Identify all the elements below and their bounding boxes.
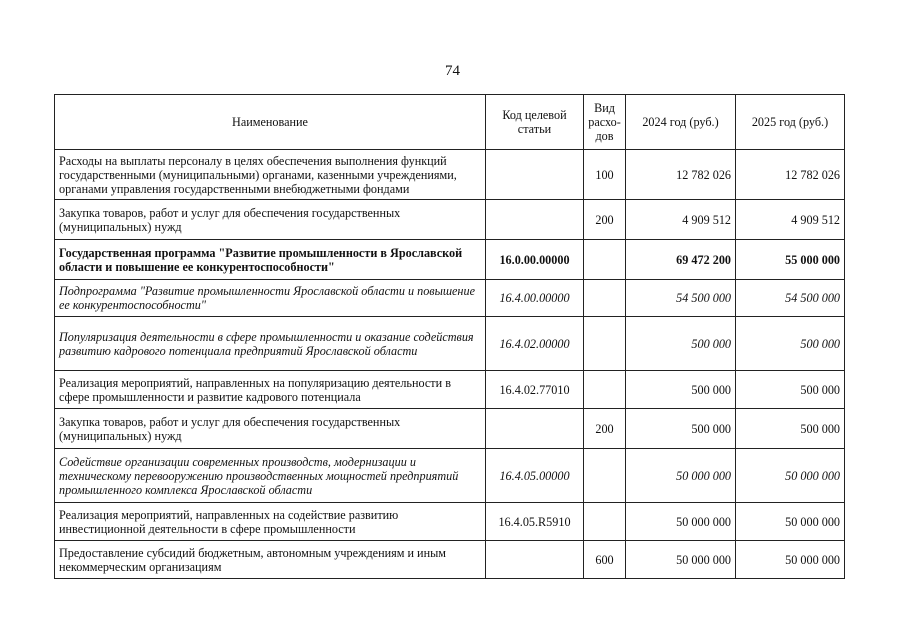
row-2024: 500 000 bbox=[626, 371, 736, 409]
page-number: 74 bbox=[445, 63, 460, 79]
row-name: Закупка товаров, работ и услуг для обеспечения государственных (муниципальных) нужд bbox=[55, 409, 486, 449]
row-type bbox=[584, 280, 626, 317]
row-2024: 4 909 512 bbox=[626, 200, 736, 240]
row-type: 600 bbox=[584, 541, 626, 579]
row-code bbox=[486, 409, 584, 449]
header-row bbox=[55, 95, 845, 150]
header-2025: 2025 год (руб.) bbox=[736, 95, 845, 150]
table-row bbox=[55, 317, 845, 371]
header-code: Код целевой статьи bbox=[486, 95, 584, 150]
row-code: 16.4.02.00000 bbox=[486, 317, 584, 371]
row-name: Реализация мероприятий, направленных на популяризацию деятельности в сфере промышленности и развитие кадрового потенциала bbox=[55, 371, 486, 409]
table-row bbox=[55, 503, 845, 541]
row-2025: 55 000 000 bbox=[736, 240, 845, 280]
header-type: Вид расхо-дов bbox=[584, 95, 626, 150]
row-type bbox=[584, 503, 626, 541]
table-row bbox=[55, 541, 845, 579]
row-name: Подпрограмма "Развитие промышленности Ярославской области и повышение ее конкурентоспособности" bbox=[55, 280, 486, 317]
table-row bbox=[55, 371, 845, 409]
row-code: 16.4.05.R5910 bbox=[486, 503, 584, 541]
header-name: Наименование bbox=[55, 95, 486, 150]
table-row bbox=[55, 150, 845, 200]
row-2024: 54 500 000 bbox=[626, 280, 736, 317]
row-2025: 54 500 000 bbox=[736, 280, 845, 317]
row-type: 200 bbox=[584, 409, 626, 449]
row-code bbox=[486, 150, 584, 200]
row-2025: 50 000 000 bbox=[736, 541, 845, 579]
row-name: Расходы на выплаты персоналу в целях обеспечения выполнения функций государственными (муниципальными) органами, казенными учреждениями, органами управления государственными внебюджетными фондами bbox=[55, 150, 486, 200]
table-row bbox=[55, 409, 845, 449]
row-name: Содействие организации современных производств, модернизации и техническому перевооружению производственных мощностей предприятий промышленного комплекса Ярославской области bbox=[55, 449, 486, 503]
row-2025: 50 000 000 bbox=[736, 503, 845, 541]
row-2024: 500 000 bbox=[626, 409, 736, 449]
row-type bbox=[584, 317, 626, 371]
row-code: 16.4.02.77010 bbox=[486, 371, 584, 409]
budget-table bbox=[54, 94, 845, 579]
row-code: 16.4.00.00000 bbox=[486, 280, 584, 317]
row-name: Предоставление субсидий бюджетным, автономным учреждениям и иным некоммерческим организациям bbox=[55, 541, 486, 579]
row-2024: 50 000 000 bbox=[626, 541, 736, 579]
row-code: 16.4.05.00000 bbox=[486, 449, 584, 503]
row-code bbox=[486, 541, 584, 579]
row-name: Государственная программа "Развитие промышленности в Ярославской области и повышение ее конкурентоспособности" bbox=[55, 240, 486, 280]
table-row bbox=[55, 240, 845, 280]
table-row bbox=[55, 200, 845, 240]
row-type: 200 bbox=[584, 200, 626, 240]
row-2025: 500 000 bbox=[736, 371, 845, 409]
row-2024: 500 000 bbox=[626, 317, 736, 371]
row-2025: 500 000 bbox=[736, 317, 845, 371]
row-2024: 12 782 026 bbox=[626, 150, 736, 200]
table-row bbox=[55, 449, 845, 503]
row-name: Закупка товаров, работ и услуг для обеспечения государственных (муниципальных) нужд bbox=[55, 200, 486, 240]
row-name: Реализация мероприятий, направленных на содействие развитию инвестиционной деятельности в сфере промышленности bbox=[55, 503, 486, 541]
row-code bbox=[486, 200, 584, 240]
row-2025: 4 909 512 bbox=[736, 200, 845, 240]
row-2024: 69 472 200 bbox=[626, 240, 736, 280]
row-2025: 50 000 000 bbox=[736, 449, 845, 503]
row-2025: 500 000 bbox=[736, 409, 845, 449]
table-row bbox=[55, 280, 845, 317]
row-2024: 50 000 000 bbox=[626, 503, 736, 541]
row-name: Популяризация деятельности в сфере промышленности и оказание содействия развитию кадрового потенциала предприятий Ярославской области bbox=[55, 317, 486, 371]
row-type bbox=[584, 240, 626, 280]
row-2024: 50 000 000 bbox=[626, 449, 736, 503]
row-code: 16.0.00.00000 bbox=[486, 240, 584, 280]
row-type bbox=[584, 371, 626, 409]
row-type bbox=[584, 449, 626, 503]
row-2025: 12 782 026 bbox=[736, 150, 845, 200]
row-type: 100 bbox=[584, 150, 626, 200]
header-2024: 2024 год (руб.) bbox=[626, 95, 736, 150]
